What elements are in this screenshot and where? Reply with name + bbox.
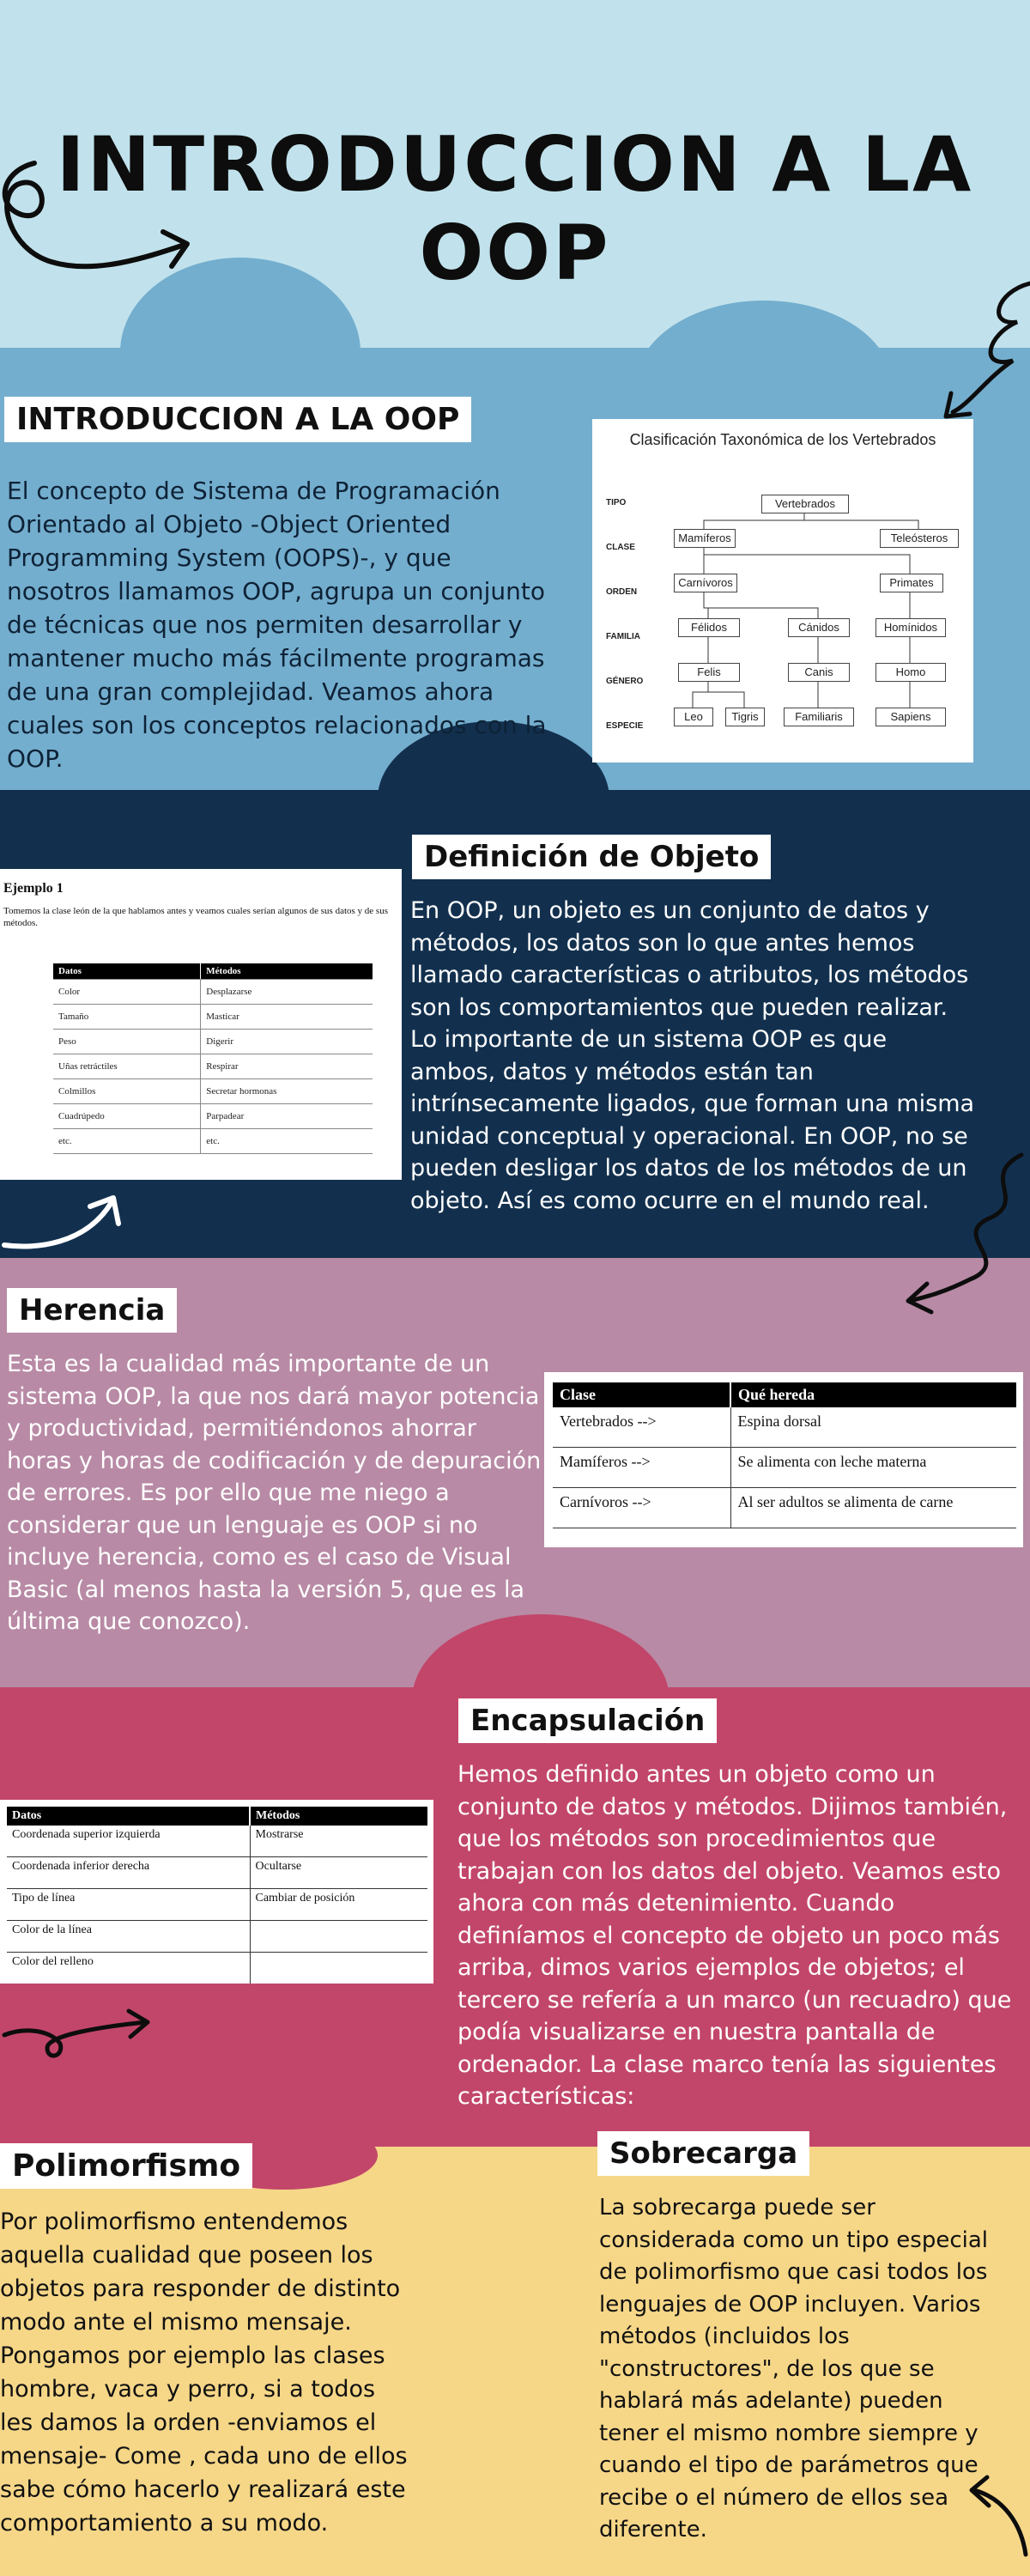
table-row bbox=[553, 1488, 1016, 1528]
table-cell: Al ser adultos se alimenta de carne bbox=[730, 1488, 1016, 1528]
taxonomy-level: ESPECIE bbox=[606, 721, 644, 731]
table-cell: Colmillos bbox=[53, 1079, 201, 1104]
taxonomy-node: Felis bbox=[678, 663, 740, 682]
taxonomy-diagram bbox=[592, 419, 973, 762]
loop-arrow-icon bbox=[0, 2001, 172, 2078]
table-cell: Coordenada inferior derecha bbox=[7, 1857, 250, 1889]
table-row bbox=[553, 1448, 1016, 1488]
table-cell: Tipo de línea bbox=[7, 1889, 250, 1921]
objeto-heading: Definición de Objeto bbox=[412, 835, 771, 879]
taxonomy-node: Carnívoros bbox=[674, 574, 737, 592]
table-row bbox=[7, 1953, 427, 1984]
table-row bbox=[53, 980, 373, 1005]
taxonomy-node: Sapiens bbox=[876, 708, 946, 726]
table-header: Qué hereda bbox=[738, 1386, 815, 1403]
sobrecarga-text: La sobrecarga puede ser considerada como un tipo especial de polimorfismo que casi todos los lenguajes de OOP incluyen. Varios métodos (incluidos los "constructores", de los que se hablará más adelante) pueden tener el mismo nombre siempre y cuando el tipo de parámetros que recibe o el número de ellos sea diferente. bbox=[599, 2195, 989, 2543]
ejemplo-title: Ejemplo 1 bbox=[3, 881, 64, 896]
taxonomy-node: Félidos bbox=[678, 618, 740, 637]
taxonomy-level: CLASE bbox=[606, 543, 635, 552]
taxonomy-node: Familiaris bbox=[784, 708, 854, 726]
table-cell: Carnívoros --> bbox=[553, 1488, 730, 1528]
table-row bbox=[53, 1054, 373, 1079]
taxonomy-node: Tigris bbox=[725, 708, 765, 726]
table-cell: Espina dorsal bbox=[730, 1407, 1016, 1448]
table-cell: Secretar hormonas bbox=[201, 1079, 373, 1104]
encapsulacion-text: Hemos definido antes un objeto como un conjunto de datos y métodos. Dijimos también, que los métodos son procedimientos que trabajan con los datos del objeto. Veamos esto ahora con más detenimiento. Cuando definíamos el concepto de objeto un poco más arriba, dimos varios ejemplos de objetos; el tercero se refería a un marco (un recuadro) que podía visualizarse en nuestra pantalla de ordenador. La clase marco tenía las siguientes características: bbox=[457, 1761, 1012, 2110]
objeto-text: En OOP, un objeto es un conjunto de datos y métodos, los datos son lo que antes hemos llamado características o atributos, los métodos son los comportamientos que pueden realizar. Lo importante de un sistema OOP es que ambos, datos y métodos están tan intrínsecamente ligados, que forman una misma unidad conceptual y operacional. En OOP, no se pueden desligar los datos de los métodos de un objeto. Así es como ocurre en el mundo real. bbox=[410, 897, 975, 1214]
table-cell: Respirar bbox=[201, 1054, 373, 1079]
table-cell: Coordenada superior izquierda bbox=[7, 1826, 250, 1857]
taxonomy-node: Leo bbox=[674, 708, 713, 726]
table-cell: Mamíferos --> bbox=[553, 1448, 730, 1488]
taxonomy-level: ORDEN bbox=[606, 587, 638, 597]
polimorfismo-heading: Polimorfismo bbox=[0, 2143, 252, 2189]
polimorfismo-text: Por polimorfismo entendemos aquella cualidad que poseen los objetos para responder de distinto modo ante el mismo mensaje. Pongamos por ejemplo las clases hombre, vaca y perro, si a todos les damos la orden -enviamos el mensaje- Come , cada uno de ellos sabe cómo hacerlo y realizará este comportamiento a su modo. bbox=[0, 2208, 408, 2537]
table-row bbox=[53, 1005, 373, 1030]
intro-text: El concepto de Sistema de Programación Orientado al Objeto -Object Oriented Programming System (OOPS)-, y que nosotros llamamos OOP, agrupa un conjunto de técnicas que nos permiten desarrollar y mantener mucho más fácilmente programas de una gran complejidad. Veamos ahora cuales son los conceptos relacionados con la OOP. bbox=[7, 477, 547, 773]
taxonomy-node: Canis bbox=[788, 663, 850, 682]
taxonomy-node: Primates bbox=[880, 574, 943, 592]
table-cell: Mostrarse bbox=[250, 1826, 427, 1857]
table-cell: Tamaño bbox=[53, 1005, 201, 1030]
taxonomy-level: GÉNERO bbox=[606, 677, 644, 686]
sobrecarga-heading: Sobrecarga bbox=[597, 2131, 809, 2176]
table-cell: Masticar bbox=[201, 1005, 373, 1030]
encapsulacion-table bbox=[7, 1807, 427, 1984]
table-cell: Uñas retráctiles bbox=[53, 1054, 201, 1079]
table-row bbox=[53, 1129, 373, 1154]
table-header: Métodos bbox=[256, 1809, 300, 1822]
table-cell: etc. bbox=[53, 1129, 201, 1154]
table-row bbox=[7, 1921, 427, 1953]
table-row bbox=[553, 1407, 1016, 1448]
ejemplo-table bbox=[53, 963, 373, 1154]
table-cell: etc. bbox=[201, 1129, 373, 1154]
table-cell: Color bbox=[53, 980, 201, 1005]
encapsulacion-table-doc bbox=[0, 1800, 433, 1984]
table-row bbox=[7, 1889, 427, 1921]
herencia-text: Esta es la cualidad más importante de un sistema OOP, la que nos dará mayor potencia y productividad, permitiéndonos ahorrar horas y horas de codificación y de depuración de errores. Es por ello que me niego a considerar que un lenguaje es OOP si no incluye herencia, como es el caso de Visual Basic (al menos hasta la versión 5, que es la última que conozco). bbox=[7, 1351, 542, 1635]
table-cell: Color de la línea bbox=[7, 1921, 250, 1953]
table-row bbox=[53, 1030, 373, 1054]
taxonomy-node: Teleósteros bbox=[880, 529, 959, 548]
taxonomy-level: TIPO bbox=[606, 498, 627, 507]
intro-heading: INTRODUCCION A LA OOP bbox=[4, 397, 471, 442]
taxonomy-node: Homo bbox=[876, 663, 946, 682]
table-cell: Ocultarse bbox=[250, 1857, 427, 1889]
table-cell bbox=[250, 1921, 427, 1953]
curved-arrow-icon bbox=[0, 1176, 129, 1262]
table-row bbox=[53, 1104, 373, 1129]
table-cell: Color del relleno bbox=[7, 1953, 250, 1984]
herencia-table bbox=[553, 1382, 1016, 1528]
table-cell: Cambiar de posición bbox=[250, 1889, 427, 1921]
table-header: Datos bbox=[53, 963, 201, 980]
table-header: Datos bbox=[7, 1807, 250, 1826]
ejemplo-document bbox=[0, 869, 402, 1180]
table-cell: Digerir bbox=[201, 1030, 373, 1054]
taxonomy-node: Mamíferos bbox=[674, 529, 736, 548]
taxonomy-level: FAMILIA bbox=[606, 632, 640, 641]
table-cell: Parpadear bbox=[201, 1104, 373, 1129]
table-cell: Vertebrados --> bbox=[553, 1407, 730, 1448]
table-header: Clase bbox=[553, 1382, 730, 1407]
spiral-arrow-icon bbox=[927, 275, 1030, 429]
taxonomy-node: Vertebrados bbox=[761, 495, 849, 513]
table-cell bbox=[250, 1953, 427, 1984]
table-row bbox=[53, 1079, 373, 1104]
table-cell: Se alimenta con leche materna bbox=[730, 1448, 1016, 1488]
table-cell: Peso bbox=[53, 1030, 201, 1054]
taxonomy-title: Clasificación Taxonómica de los Vertebrados bbox=[629, 431, 936, 448]
table-cell: Desplazarse bbox=[201, 980, 373, 1005]
page-title: INTRODUCCION A LA OOP bbox=[56, 120, 974, 297]
table-row bbox=[7, 1857, 427, 1889]
table-header: Métodos bbox=[201, 963, 373, 980]
table-cell: Cuadrúpedo bbox=[53, 1104, 201, 1129]
herencia-table-doc bbox=[544, 1372, 1023, 1547]
taxonomy-node: Cánidos bbox=[788, 618, 850, 637]
ejemplo-caption: Tomemos la clase león de la que hablamos antes y veamos cuales serían algunos de sus datos y de sus métodos. bbox=[3, 906, 388, 928]
encapsulacion-heading: Encapsulación bbox=[458, 1698, 717, 1743]
taxonomy-node: Homínidos bbox=[876, 618, 946, 637]
herencia-heading: Herencia bbox=[7, 1288, 177, 1333]
table-row bbox=[7, 1826, 427, 1857]
